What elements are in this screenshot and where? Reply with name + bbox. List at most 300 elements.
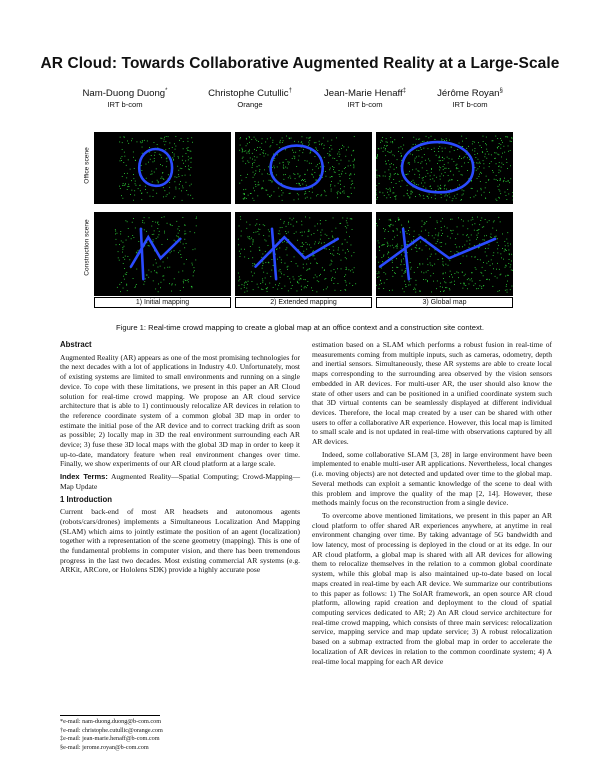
map-point	[335, 272, 336, 273]
map-point	[152, 181, 153, 182]
map-point	[283, 223, 284, 224]
map-point	[354, 136, 355, 137]
map-point	[398, 151, 399, 152]
map-point	[314, 142, 315, 143]
map-point	[350, 270, 351, 271]
map-point	[254, 263, 255, 264]
map-point	[283, 162, 284, 163]
body-paragraph: Indeed, some collaborative SLAM [3, 28] in large environment have been implemented to enable multi-user AR applications. Nevertheless, local changes (i.e. moving objects) are not detected and updated over time to the global map. Several methods can exploit a semantic knowledge of the scene to deal with this problem and improve the quality of the map [2, 14]. However, these methods mainly focus on the reconstruction from a single device.	[312, 449, 552, 508]
map-point	[269, 180, 270, 181]
author-affiliation: IRT b-com	[347, 100, 383, 110]
map-point	[377, 155, 378, 156]
map-point	[120, 231, 121, 232]
map-point	[397, 246, 398, 247]
map-point	[424, 154, 425, 155]
map-point	[172, 147, 173, 148]
map-point	[504, 251, 505, 252]
map-point	[296, 263, 297, 264]
map-point	[401, 156, 402, 157]
map-point	[334, 278, 335, 279]
map-point	[272, 140, 273, 141]
map-point	[386, 146, 387, 147]
map-panel-construction-extended	[235, 212, 372, 296]
map-point	[319, 242, 320, 243]
map-point	[316, 291, 317, 292]
map-point	[142, 220, 143, 221]
map-point	[469, 159, 470, 160]
map-point	[135, 287, 136, 288]
map-point	[272, 142, 273, 143]
map-point	[119, 142, 120, 143]
map-point	[474, 223, 475, 224]
map-point	[194, 267, 195, 268]
map-point	[351, 218, 352, 219]
map-point	[501, 167, 502, 168]
map-point	[115, 234, 116, 235]
map-point	[138, 250, 139, 251]
map-point	[176, 177, 177, 178]
map-point	[457, 194, 458, 195]
map-point	[438, 234, 439, 235]
map-point	[187, 138, 188, 139]
map-point	[296, 183, 297, 184]
map-point	[445, 172, 446, 173]
map-point	[294, 233, 295, 234]
map-point	[311, 287, 312, 288]
map-point	[503, 146, 504, 147]
map-point	[253, 241, 254, 242]
map-point	[481, 288, 482, 289]
map-point	[417, 267, 418, 268]
map-point	[179, 188, 180, 189]
map-point	[290, 282, 291, 283]
map-point	[379, 288, 380, 289]
map-point	[348, 269, 349, 270]
map-point	[394, 196, 395, 197]
map-point	[392, 142, 393, 143]
map-point	[330, 155, 331, 156]
map-point	[466, 235, 467, 236]
map-point	[329, 249, 330, 250]
map-point	[243, 157, 244, 158]
map-point	[489, 279, 490, 280]
map-point	[178, 174, 179, 175]
map-point	[347, 218, 348, 219]
map-point	[124, 268, 125, 269]
map-point	[253, 242, 254, 243]
map-point	[136, 252, 137, 253]
map-point	[505, 192, 506, 193]
map-point	[377, 225, 378, 226]
map-point	[262, 282, 263, 283]
map-point	[171, 251, 172, 252]
map-point	[156, 263, 157, 264]
map-point	[395, 273, 396, 274]
map-point	[474, 196, 475, 197]
map-point	[142, 153, 143, 154]
map-point	[158, 224, 159, 225]
map-point	[458, 272, 459, 273]
map-point	[238, 239, 239, 240]
map-point	[507, 292, 508, 293]
map-point	[179, 184, 180, 185]
map-point	[420, 195, 421, 196]
map-point	[178, 237, 179, 238]
map-point	[441, 246, 442, 247]
map-point	[326, 249, 327, 250]
map-point	[381, 148, 382, 149]
map-point	[244, 257, 245, 258]
map-point	[397, 228, 398, 229]
map-point	[499, 166, 500, 167]
map-point	[496, 269, 497, 270]
map-point	[285, 263, 286, 264]
map-point	[379, 243, 380, 244]
map-point	[397, 244, 398, 245]
map-point	[186, 153, 187, 154]
map-point	[392, 260, 393, 261]
map-point	[123, 162, 124, 163]
map-point	[501, 157, 502, 158]
map-point	[423, 177, 424, 178]
map-point	[480, 188, 481, 189]
map-point	[351, 193, 352, 194]
map-point	[286, 233, 287, 234]
map-point	[387, 151, 388, 152]
map-point	[120, 160, 121, 161]
map-point	[416, 245, 417, 246]
map-point	[301, 141, 302, 142]
map-point	[468, 221, 469, 222]
map-point	[416, 284, 417, 285]
map-point	[152, 221, 153, 222]
map-point	[500, 253, 501, 254]
map-point	[352, 229, 353, 230]
map-point	[176, 221, 177, 222]
map-point	[499, 191, 500, 192]
map-point	[441, 235, 442, 236]
map-point	[156, 238, 157, 239]
map-point	[240, 253, 241, 254]
map-point	[353, 272, 354, 273]
map-point	[281, 190, 282, 191]
map-point	[468, 162, 469, 163]
map-point	[456, 198, 457, 199]
map-point	[335, 290, 336, 291]
map-point	[284, 241, 285, 242]
map-point	[352, 183, 353, 184]
map-point	[313, 277, 314, 278]
map-point	[119, 260, 120, 261]
map-point	[192, 198, 193, 199]
map-point	[441, 194, 442, 195]
map-point	[398, 147, 399, 148]
map-point	[402, 245, 403, 246]
paper-title: AR Cloud: Towards Collaborative Augmented Reality at a Large-Scale	[40, 55, 560, 72]
map-point	[342, 244, 343, 245]
map-point	[443, 278, 444, 279]
map-point	[510, 289, 511, 290]
map-point	[297, 291, 298, 292]
map-point	[294, 141, 295, 142]
map-point	[402, 149, 403, 150]
map-point	[133, 174, 134, 175]
map-point	[331, 149, 332, 150]
map-point	[304, 174, 305, 175]
map-point	[132, 235, 133, 236]
map-point	[353, 150, 354, 151]
map-point	[311, 247, 312, 248]
map-point	[297, 240, 298, 241]
map-point	[445, 264, 446, 265]
map-point	[438, 233, 439, 234]
map-point	[240, 256, 241, 257]
map-point	[459, 246, 460, 247]
map-point	[283, 165, 284, 166]
map-point	[304, 194, 305, 195]
map-point	[463, 226, 464, 227]
map-point	[250, 246, 251, 247]
map-point	[483, 275, 484, 276]
map-point	[348, 166, 349, 167]
map-point	[442, 233, 443, 234]
map-point	[464, 283, 465, 284]
map-point	[390, 142, 391, 143]
map-point	[309, 231, 310, 232]
map-point	[193, 275, 194, 276]
map-point	[446, 138, 447, 139]
map-point	[431, 168, 432, 169]
map-point	[244, 285, 245, 286]
map-point	[504, 178, 505, 179]
map-point	[305, 160, 306, 161]
map-point	[340, 184, 341, 185]
map-point	[474, 245, 475, 246]
map-point	[388, 169, 389, 170]
map-point	[393, 164, 394, 165]
map-point	[345, 290, 346, 291]
map-point	[185, 233, 186, 234]
map-point	[493, 140, 494, 141]
map-point	[500, 221, 501, 222]
map-point	[475, 148, 476, 149]
map-point	[279, 248, 280, 249]
map-point	[408, 221, 409, 222]
map-point	[398, 220, 399, 221]
map-point	[303, 244, 304, 245]
map-point	[190, 151, 191, 152]
map-point	[441, 173, 442, 174]
map-point	[162, 244, 163, 245]
map-point	[242, 148, 243, 149]
map-point	[293, 152, 294, 153]
map-point	[488, 261, 489, 262]
map-point	[239, 251, 240, 252]
map-point	[478, 142, 479, 143]
map-point	[334, 167, 335, 168]
map-point	[500, 138, 501, 139]
map-point	[377, 177, 378, 178]
map-point	[120, 188, 121, 189]
map-point	[164, 233, 165, 234]
map-point	[498, 186, 499, 187]
map-point	[409, 227, 410, 228]
map-point	[433, 273, 434, 274]
map-point	[436, 288, 437, 289]
map-point	[376, 170, 377, 171]
map-point	[184, 279, 185, 280]
map-point	[269, 231, 270, 232]
map-point	[390, 220, 391, 221]
map-point	[241, 180, 242, 181]
map-point	[454, 284, 455, 285]
map-point	[179, 140, 180, 141]
map-point	[414, 182, 415, 183]
map-point	[183, 148, 184, 149]
map-point	[126, 272, 127, 273]
map-point	[490, 236, 491, 237]
map-point	[249, 136, 250, 137]
map-point	[381, 140, 382, 141]
panel-caption-initial: 1) Initial mapping	[94, 297, 231, 308]
map-point	[251, 193, 252, 194]
map-point	[486, 158, 487, 159]
map-point	[380, 280, 381, 281]
map-point	[172, 225, 173, 226]
map-point	[310, 153, 311, 154]
map-point	[191, 162, 192, 163]
map-point	[405, 174, 406, 175]
map-point	[144, 229, 145, 230]
map-point	[405, 268, 406, 269]
map-point	[317, 164, 318, 165]
map-point	[135, 183, 136, 184]
map-point	[418, 162, 419, 163]
map-point	[510, 178, 511, 179]
map-point	[485, 143, 486, 144]
map-point	[124, 173, 125, 174]
author-name: Jérôme Royan	[437, 88, 500, 100]
map-point	[353, 161, 354, 162]
map-point	[337, 197, 338, 198]
map-point	[124, 185, 125, 186]
map-point	[447, 195, 448, 196]
map-point	[353, 167, 354, 168]
map-point	[244, 287, 245, 288]
map-point	[442, 160, 443, 161]
map-point	[158, 284, 159, 285]
map-point	[395, 173, 396, 174]
map-point	[120, 137, 121, 138]
map-point	[123, 183, 124, 184]
map-point	[287, 269, 288, 270]
map-point	[435, 195, 436, 196]
map-point	[188, 159, 189, 160]
map-point	[267, 138, 268, 139]
map-point	[282, 138, 283, 139]
map-point	[384, 283, 385, 284]
map-point	[326, 176, 327, 177]
map-point	[467, 241, 468, 242]
map-point	[343, 191, 344, 192]
map-point	[253, 172, 254, 173]
map-point	[270, 276, 271, 277]
map-point	[332, 236, 333, 237]
map-point	[180, 254, 181, 255]
map-point	[338, 191, 339, 192]
map-point	[446, 140, 447, 141]
map-point	[506, 286, 507, 287]
map-point	[324, 279, 325, 280]
map-point	[321, 194, 322, 195]
map-point	[425, 230, 426, 231]
map-point	[160, 178, 161, 179]
map-point	[279, 257, 280, 258]
map-point	[409, 234, 410, 235]
map-point	[496, 175, 497, 176]
map-point	[245, 150, 246, 151]
map-point	[255, 173, 256, 174]
map-point	[436, 243, 437, 244]
map-point	[158, 222, 159, 223]
map-point	[334, 172, 335, 173]
map-point	[354, 174, 355, 175]
map-point	[178, 272, 179, 273]
map-point	[282, 142, 283, 143]
map-point	[483, 136, 484, 137]
map-point	[508, 250, 509, 251]
map-point	[259, 250, 260, 251]
map-point	[303, 251, 304, 252]
map-point	[307, 285, 308, 286]
map-point	[389, 225, 390, 226]
map-point	[512, 196, 513, 197]
map-point	[314, 233, 315, 234]
map-point	[434, 264, 435, 265]
map-point	[308, 138, 309, 139]
map-point	[431, 197, 432, 198]
map-point	[423, 195, 424, 196]
map-point	[445, 244, 446, 245]
map-point	[145, 189, 146, 190]
map-point	[467, 157, 468, 158]
map-point	[247, 143, 248, 144]
map-point	[258, 229, 259, 230]
map-point	[482, 227, 483, 228]
map-point	[382, 137, 383, 138]
map-point	[449, 158, 450, 159]
map-point	[247, 284, 248, 285]
map-point	[475, 167, 476, 168]
map-point	[463, 283, 464, 284]
map-point	[382, 261, 383, 262]
map-point	[404, 281, 405, 282]
map-point	[324, 248, 325, 249]
map-point	[301, 142, 302, 143]
map-point	[248, 162, 249, 163]
map-point	[158, 291, 159, 292]
map-point	[421, 149, 422, 150]
map-point	[288, 222, 289, 223]
map-point	[438, 239, 439, 240]
map-point	[243, 193, 244, 194]
map-point	[154, 270, 155, 271]
map-point	[250, 158, 251, 159]
map-point	[325, 220, 326, 221]
map-point	[319, 141, 320, 142]
map-point	[166, 166, 167, 167]
map-point	[238, 273, 239, 274]
